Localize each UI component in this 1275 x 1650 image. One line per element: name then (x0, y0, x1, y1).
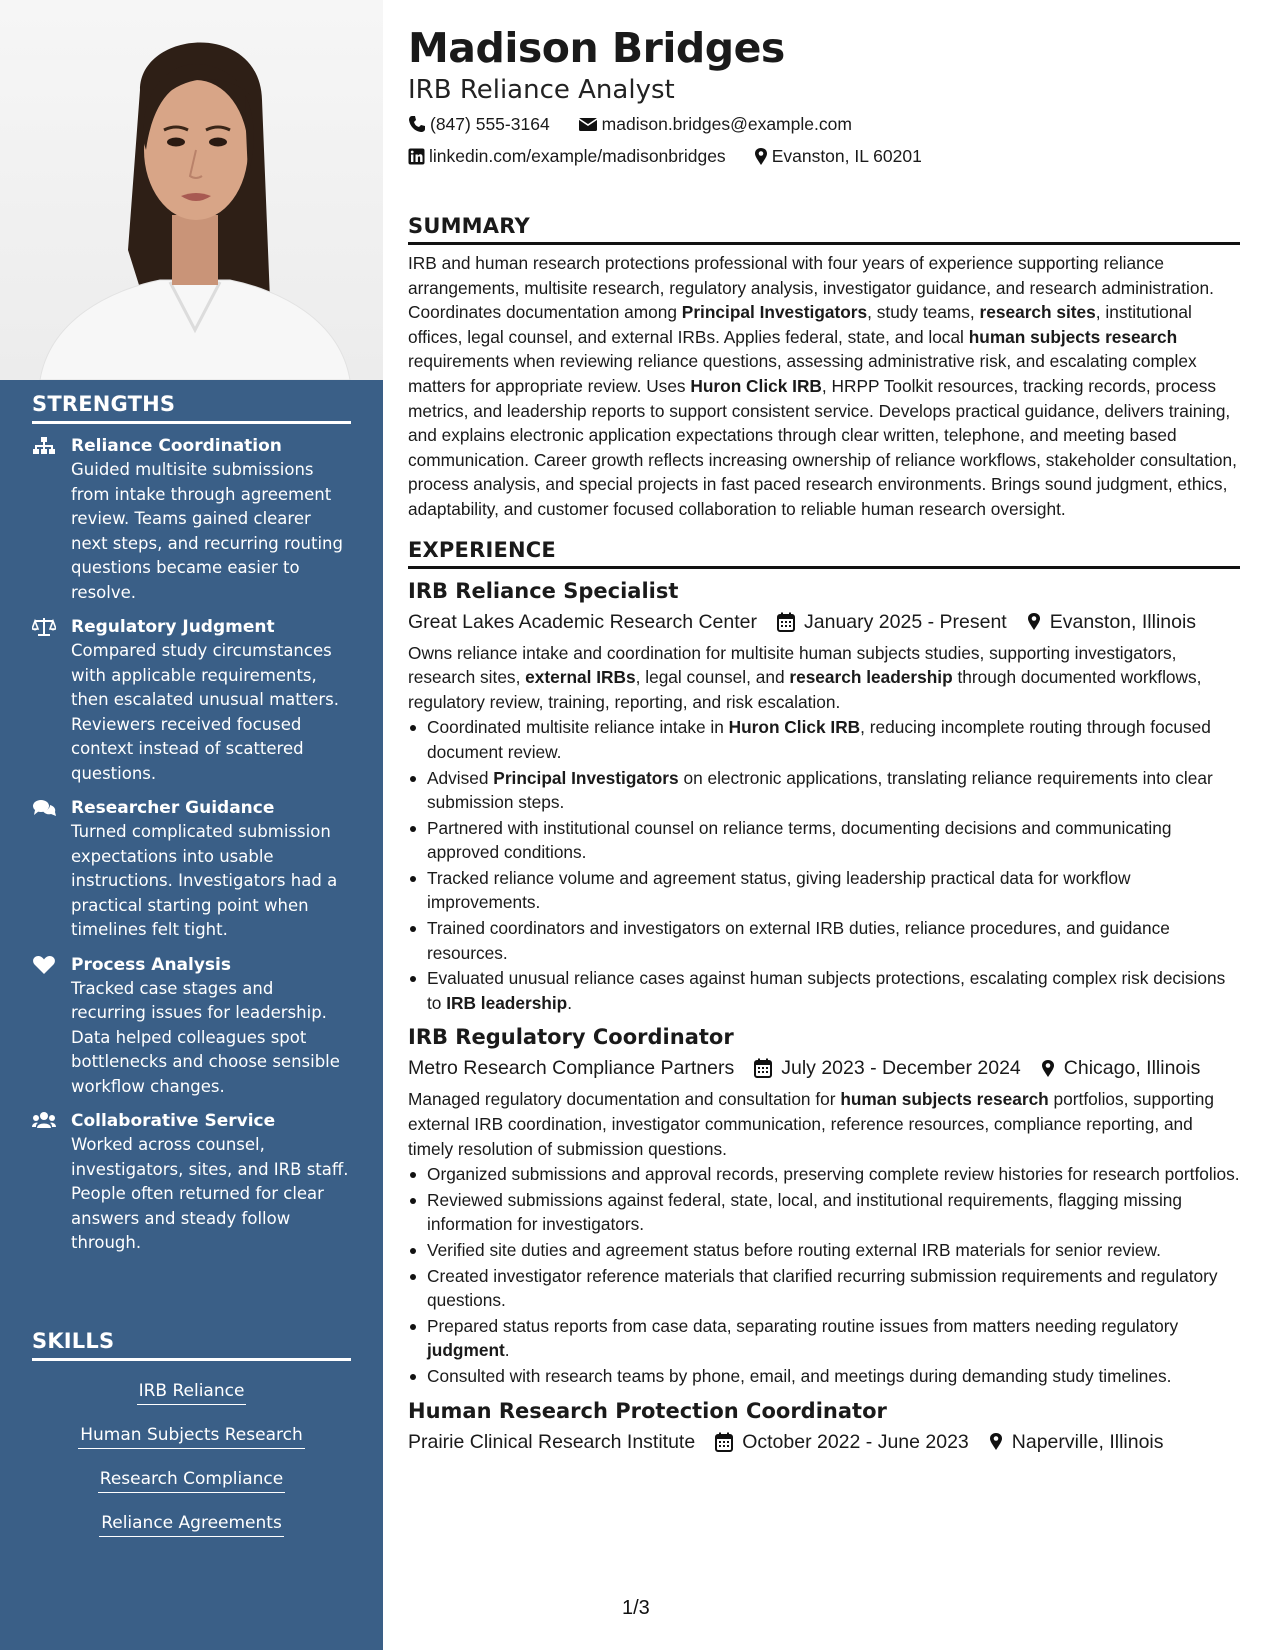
job-description: Owns reliance intake and coordination for multisite human subjects studies, supporting investigators, research sites, external IRBs, legal counsel, and research leadership through documented workflows, regulatory review, training, reporting, and risk escalation. (408, 642, 1202, 712)
strength-title: Reliance Coordination (71, 436, 282, 456)
strength-title: Researcher Guidance (71, 798, 275, 818)
job-title: Human Research Protection Coordinator (408, 1398, 887, 1423)
experience-section (408, 538, 1240, 1456)
bullet-item: Consulted with research teams by phone, email, and meetings during demanding study timelines. (408, 1364, 1240, 1389)
contact-row (408, 112, 1240, 136)
strength-title: Collaborative Service (71, 1111, 276, 1131)
users-icon (32, 1111, 56, 1131)
bullet-item: Coordinated multisite reliance intake in Huron Click IRB, reducing incomplete routing through focused document review. (408, 715, 1240, 764)
contact-row (408, 144, 1240, 168)
strength-title: Process Analysis (71, 954, 231, 975)
linkedin-item (408, 144, 726, 168)
job-location-text: Chicago, Illinois (1063, 1057, 1201, 1080)
strength-item (32, 434, 351, 605)
bullet-item: Trained coordinators and investigators on external IRB duties, reliance procedures, and guidance resources. (408, 916, 1240, 965)
skill-item: Human Subjects Research (78, 1423, 305, 1449)
job-dates (754, 1054, 1021, 1082)
map-pin-icon (1041, 1059, 1055, 1078)
skill-item: Reliance Agreements (99, 1511, 284, 1537)
skill-item: Research Compliance (98, 1467, 285, 1493)
skills-list (32, 1379, 351, 1537)
bullet-item: Created investigator reference materials that clarified recurring submission requirements and regulatory questions. (408, 1264, 1240, 1313)
company-name: Metro Research Compliance Partners (408, 1057, 735, 1080)
calendar-icon (754, 1058, 772, 1078)
job-location (989, 1428, 1164, 1456)
bullet-item: Evaluated unusual reliance cases against human subjects protections, escalating complex risk decisions to IRB leadership. (408, 966, 1240, 1015)
job-entry (408, 1023, 1240, 1388)
bullet-item: Verified site duties and agreement status before routing external IRB materials for senior review. (408, 1238, 1240, 1263)
page-number: 1/3 (622, 1597, 650, 1619)
skills-section (32, 1329, 351, 1555)
strengths-section (32, 392, 351, 1256)
job-entry (408, 577, 1240, 1016)
job-dates (715, 1428, 969, 1456)
summary-heading: SUMMARY (408, 214, 1240, 245)
company-name: Great Lakes Academic Research Center (408, 610, 758, 633)
job-bullets (408, 1162, 1240, 1388)
calendar-icon (715, 1432, 733, 1452)
job-title: IRB Regulatory Coordinator (408, 1025, 734, 1050)
strength-text: Turned complicated submission expectations into usable instructions. Investigators had a practical starting point when timelines felt tight. (71, 822, 338, 939)
summary-text: IRB and human research protections professional with four years of experience supporting reliance arrangements, multisite research, regulatory analysis, investigator guidance, and research administration. Coordinates documentation among Principal Investigators, study teams, research sites, institutional offices, legal counsel, and external IRBs. Applies federal, state, and local human subjects research requirements when reviewing reliance questions, assessing administrative risk, and escalating complex matters for appropriate review. Uses Huron Click IRB, HRPP Toolkit resources, tracking records, process metrics, and leadership reports to support consistent service. Develops practical guidance, delivers training, and explains electronic application expectations through clear written, telephone, and meeting based communication. Career growth reflects increasing ownership of reliance workflows, stakeholder consultation, process analysis, and special projects in fast paced research environments. Brings sound judgment, ethics, adaptability, and customer focused collaboration to reliable human research oversight. (408, 253, 1237, 519)
bullet-item: Partnered with institutional counsel on reliance terms, documenting decisions and communicating approved conditions. (408, 816, 1240, 865)
linkedin-text[interactable]: linkedin.com/example/madisonbridges (429, 146, 726, 166)
strength-item (32, 1109, 351, 1256)
profile-photo (0, 0, 383, 380)
summary-section (408, 214, 1240, 522)
company-name: Prairie Clinical Research Institute (408, 1430, 696, 1453)
phone-text[interactable]: (847) 555-3164 (430, 114, 550, 134)
email-item (578, 112, 852, 136)
phone-icon (408, 115, 426, 133)
map-pin-icon (754, 147, 768, 166)
job-dates-text: October 2022 - June 2023 (742, 1430, 969, 1453)
portrait-image (0, 0, 383, 380)
strengths-heading: STRENGTHS (32, 392, 351, 424)
job-meta (408, 608, 1240, 636)
location-text: Evanston, IL 60201 (771, 146, 922, 166)
job-meta (408, 1054, 1240, 1082)
strength-item (32, 615, 351, 786)
envelope-icon (578, 116, 598, 132)
map-pin-icon (989, 1432, 1003, 1451)
job-location (1041, 1054, 1201, 1082)
bullet-item: Reviewed submissions against federal, state, local, and institutional requirements, flagging missing information for investigators. (408, 1188, 1240, 1237)
skills-heading: SKILLS (32, 1329, 351, 1361)
bullet-item: Prepared status reports from case data, separating routine issues from matters needing regulatory judgment. (408, 1314, 1240, 1363)
linkedin-icon (408, 148, 425, 165)
strength-item (32, 796, 351, 943)
job-dates (777, 608, 1007, 636)
job-bullets (408, 715, 1240, 1015)
strength-text: Worked across counsel, investigators, sites, and IRB staff. People often returned for clear answers and steady follow through. (71, 1135, 349, 1252)
job-title: IRB Reliance Specialist (408, 578, 679, 603)
strength-text: Compared study circumstances with applicable requirements, then escalated unusual matters. Reviewers received focused context instead of scattered questions. (71, 641, 340, 783)
job-location-text: Naperville, Illinois (1011, 1430, 1164, 1453)
main-content (408, 22, 1240, 1461)
sitemap-icon (32, 436, 56, 456)
sidebar (0, 0, 383, 1650)
job-dates-text: January 2025 - Present (804, 610, 1007, 633)
email-text[interactable]: madison.bridges@example.com (601, 114, 852, 134)
candidate-name: Madison Bridges (408, 24, 785, 72)
bullet-item: Advised Principal Investigators on electronic applications, translating reliance requirements into clear submission steps. (408, 766, 1240, 815)
experience-heading: EXPERIENCE (408, 538, 1240, 569)
bullet-item: Organized submissions and approval records, preserving complete review histories for research portfolios. (408, 1162, 1240, 1187)
skill-item: IRB Reliance (137, 1379, 247, 1405)
job-location (1027, 608, 1196, 636)
candidate-title: IRB Reliance Analyst (408, 75, 675, 105)
job-entry (408, 1397, 1240, 1456)
job-location-text: Evanston, Illinois (1049, 610, 1197, 633)
map-pin-icon (1027, 612, 1041, 631)
comments-icon (32, 798, 56, 818)
heart-icon (32, 955, 56, 975)
job-dates-text: July 2023 - December 2024 (781, 1057, 1021, 1080)
scale-icon (32, 617, 56, 637)
phone-item (408, 112, 550, 136)
job-description: Managed regulatory documentation and consultation for human subjects research portfolios, supporting external IRB coordination, investigator communication, reference resources, compliance reporting, and timely resolution of submission questions. (408, 1089, 1214, 1159)
location-item (754, 144, 922, 168)
strength-text: Guided multisite submissions from intake through agreement review. Teams gained clearer next steps, and recurring routing questions became easier to resolve. (71, 460, 343, 602)
job-meta (408, 1428, 1240, 1456)
strength-item (32, 953, 351, 1100)
bullet-item: Tracked reliance volume and agreement status, giving leadership practical data for workflow improvements. (408, 866, 1240, 915)
calendar-icon (777, 612, 795, 632)
strength-title: Regulatory Judgment (71, 617, 275, 637)
strength-text: Tracked case stages and recurring issues for leadership. Data helped colleagues spot bottlenecks and choose sensible workflow changes. (71, 978, 340, 1096)
